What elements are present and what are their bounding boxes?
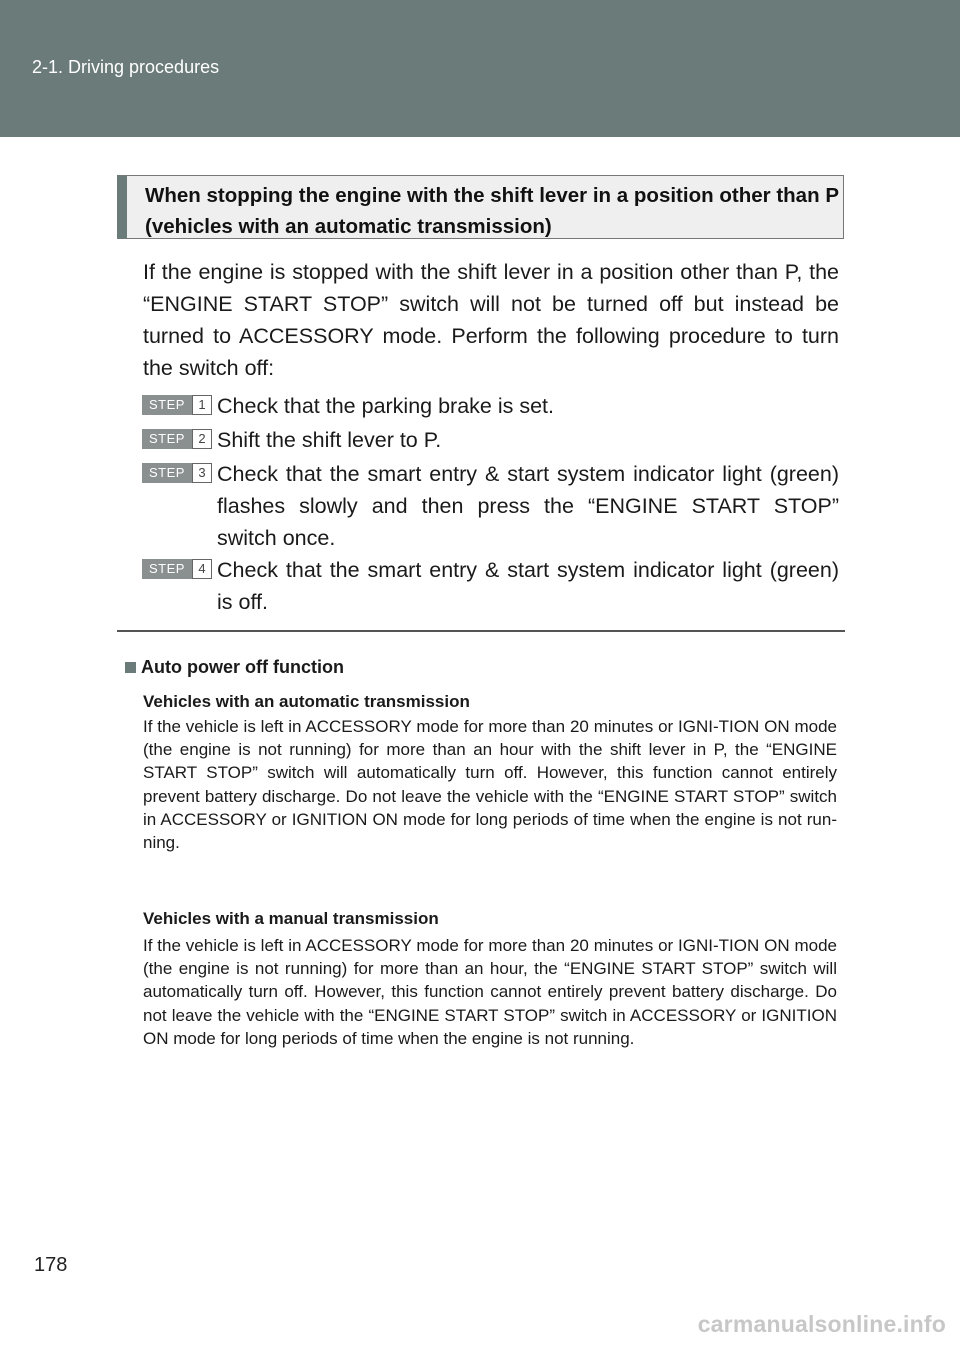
step-badge-number: 4 xyxy=(192,559,212,579)
section-label: 2-1. Driving procedures xyxy=(32,57,220,77)
info-subhead-manual: Vehicles with a manual transmission xyxy=(143,909,439,928)
info-title xyxy=(125,656,344,678)
step-text: Shift the shift lever to P. xyxy=(217,428,442,452)
step-badge xyxy=(142,559,212,579)
step-badge-number: 1 xyxy=(192,395,212,415)
step-badge-number: 2 xyxy=(192,429,212,449)
procedure-heading: When stopping the engine with the shift lever in a position other than P (vehicles with an automatic transmission) xyxy=(145,184,839,238)
step-badge-label: STEP xyxy=(142,463,192,483)
info-body-automatic: If the vehicle is left in ACCESSORY mode for more than 20 minutes or IGNI-TION ON mode (the engine is not running) for more than an hour with the shift lever in P, the “ENGINE START STOP” switch will automatically turn off. However, this function cannot entirely prevent battery discharge. Do not leave the vehicle with the “ENGINE START STOP” switch in ACCESSORY or IGNITION ON mode for long periods of time when the engine is not run-ning. xyxy=(143,717,837,853)
square-bullet-icon xyxy=(125,662,136,673)
step-badge-number: 3 xyxy=(192,463,212,483)
step-badge xyxy=(142,463,212,483)
info-title-text: Auto power off function xyxy=(141,657,344,677)
step-badge xyxy=(142,429,212,449)
info-subhead-automatic: Vehicles with an automatic transmission xyxy=(143,692,470,711)
procedure-heading-box xyxy=(117,175,844,239)
step-text: Check that the smart entry & start system indicator light (green) is off. xyxy=(217,558,839,614)
header-band xyxy=(0,0,960,137)
intro-paragraph: If the engine is stopped with the shift lever in a position other than P, the “ENGINE START STOP” switch will not be turned off but instead be turned to ACCESSORY mode. Perform the following procedure to turn the switch off: xyxy=(143,260,839,380)
step-badge-label: STEP xyxy=(142,429,192,449)
watermark: carmanualsonline.info xyxy=(697,1311,946,1337)
page-number: 178 xyxy=(34,1254,68,1276)
info-body-manual: If the vehicle is left in ACCESSORY mode for more than 20 minutes or IGNI-TION ON mode (the engine is not running) for more than an hour, the “ENGINE START STOP” switch will automatically turn off. However, this function cannot entirely prevent battery discharge. Do not leave the vehicle with the “ENGINE START STOP” switch in ACCESSORY or IGNITION ON mode for long periods of time when the engine is not running. xyxy=(143,936,837,1048)
step-text: Check that the parking brake is set. xyxy=(217,394,555,418)
step-badge-label: STEP xyxy=(142,559,192,579)
step-badge-label: STEP xyxy=(142,395,192,415)
step-badge xyxy=(142,395,212,415)
section-divider xyxy=(117,630,845,632)
step-text: Check that the smart entry & start system indicator light (green) flashes slowly and then press the “ENGINE START STOP” switch once. xyxy=(217,462,839,550)
